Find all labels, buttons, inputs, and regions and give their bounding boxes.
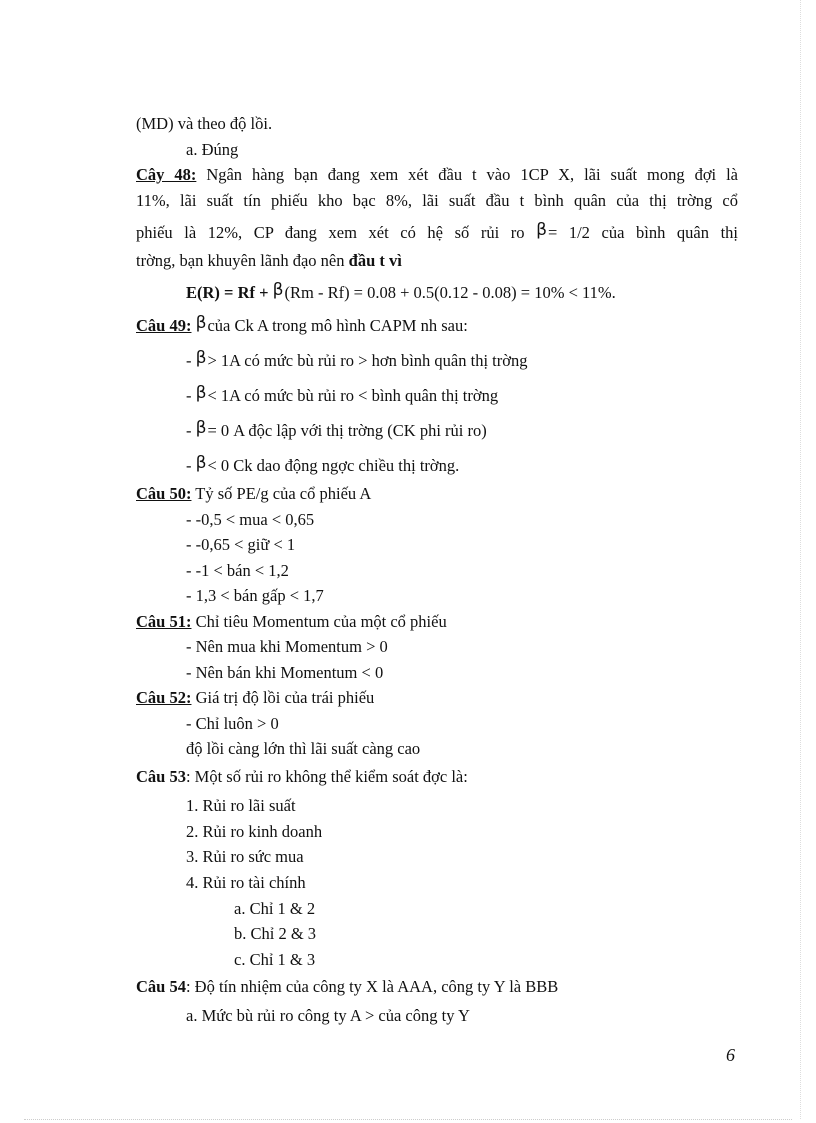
q51-text: Chỉ tiêu Momentum của một cổ phiếu bbox=[195, 612, 447, 631]
list-item: 2. Rủi ro kinh doanh bbox=[186, 822, 323, 841]
q49-text: của Ck A trong mô hình CAPM nh sau: bbox=[207, 316, 468, 335]
list-item: - -0,5 < mua < 0,65 bbox=[186, 510, 315, 529]
option-item: c. Chỉ 1 & 3 bbox=[234, 950, 316, 969]
list-item: 4. Rủi ro tài chính bbox=[186, 873, 306, 892]
beta-symbol: β bbox=[195, 348, 207, 368]
list-item-text: < 1A có mức bù rủi ro < bình quân thị trờng bbox=[207, 386, 499, 405]
option-item: a. Chỉ 1 & 2 bbox=[234, 899, 316, 918]
q48-text-1: Ngân hàng bạn đang xem xét đầu t vào 1CP X, lãi suất mong đợi là bbox=[206, 165, 738, 184]
q52-label: Câu 52: bbox=[136, 688, 192, 707]
q48-formula bbox=[186, 282, 616, 304]
q50-title bbox=[136, 483, 371, 505]
page-number: 6 bbox=[726, 1045, 735, 1065]
q48-label: Cây 48: bbox=[136, 165, 197, 184]
beta-symbol: β bbox=[536, 220, 547, 240]
list-item: - Nên mua khi Momentum > 0 bbox=[186, 637, 388, 656]
list-item: - β> 1A có mức bù rủi ro > hơn bình quân thị trờng bbox=[186, 348, 528, 370]
option-item: b. Chỉ 2 & 3 bbox=[234, 924, 317, 943]
formula-rhs: (Rm - Rf) = 0.08 + 0.5(0.12 - 0.08) = 10% < 11%. bbox=[284, 283, 616, 302]
q52-title bbox=[136, 687, 374, 709]
beta-symbol: β bbox=[195, 313, 207, 333]
q48-line-1 bbox=[136, 164, 738, 186]
list-item-text: > 1A có mức bù rủi ro > hơn bình quân thị trờng bbox=[207, 351, 528, 370]
q51-title bbox=[136, 611, 447, 633]
q48-line-3 bbox=[136, 222, 738, 244]
q54-text: : Độ tín nhiệm của công ty X là AAA, công ty Y là BBB bbox=[185, 977, 559, 996]
q48-line-2: 11%, lãi suất tín phiếu kho bạc 8%, lãi suất đầu t bình quân của thị trờng cổ bbox=[136, 191, 738, 210]
list-item: - -0,65 < giữ < 1 bbox=[186, 535, 296, 554]
list-item: - β< 1A có mức bù rủi ro < bình quân thị trờng bbox=[186, 383, 499, 405]
intro-answer: a. Đúng bbox=[186, 140, 239, 159]
beta-symbol: β bbox=[195, 453, 207, 473]
page-bottom-rule bbox=[24, 1119, 792, 1120]
list-item: - 1,3 < bán gấp < 1,7 bbox=[186, 586, 324, 605]
list-item: - β< 0 Ck dao động ngợc chiều thị trờng. bbox=[186, 453, 460, 475]
list-item-text: = 0 A độc lập với thị trờng (CK phi rủi ro) bbox=[207, 421, 487, 440]
page-edge-rule bbox=[800, 0, 801, 1119]
q48-text-4: trờng, bạn khuyên lãnh đạo nên bbox=[136, 251, 345, 270]
q51-label: Câu 51: bbox=[136, 612, 192, 631]
list-item: - Nên bán khi Momentum < 0 bbox=[186, 663, 384, 682]
q53-text: : Một số rủi ro không thể kiểm soát đợc là: bbox=[185, 767, 468, 786]
intro-line: (MD) và theo độ lồi. bbox=[136, 114, 273, 133]
q52-note: độ lồi càng lớn thì lãi suất càng cao bbox=[186, 739, 421, 758]
q48-text-3a: phiếu là 12%, CP đang xem xét có hệ số rủi ro bbox=[136, 223, 525, 242]
list-item: - -1 < bán < 1,2 bbox=[186, 561, 289, 580]
q50-text: Tỷ số PE/g của cổ phiếu A bbox=[195, 484, 372, 503]
beta-symbol: β bbox=[195, 418, 207, 438]
q49-title bbox=[136, 315, 468, 337]
beta-symbol: β bbox=[272, 280, 284, 300]
q48-text-3b: = 1/2 của bình quân thị bbox=[547, 223, 738, 242]
q48-line-4 bbox=[136, 250, 402, 272]
list-item: - β= 0 A độc lập với thị trờng (CK phi rủi ro) bbox=[186, 418, 487, 440]
q49-label: Câu 49: bbox=[136, 316, 192, 335]
q50-label: Câu 50: bbox=[136, 484, 192, 503]
beta-symbol: β bbox=[195, 383, 207, 403]
q48-advice: đầu t vì bbox=[348, 251, 402, 270]
list-item: 3. Rủi ro sức mua bbox=[186, 847, 304, 866]
list-item-text: < 0 Ck dao động ngợc chiều thị trờng. bbox=[207, 456, 460, 475]
list-item: - Chỉ luôn > 0 bbox=[186, 714, 279, 733]
q54-label: Câu 54 bbox=[136, 977, 186, 996]
list-item: 1. Rủi ro lãi suất bbox=[186, 796, 296, 815]
q54-title bbox=[136, 976, 558, 998]
formula-lhs: E(R) = Rf + bbox=[186, 283, 269, 302]
q53-title bbox=[136, 766, 468, 788]
q54-answer: a. Mức bù rủi ro công ty A > của công ty Y bbox=[186, 1006, 470, 1025]
q52-text: Giá trị độ lồi của trái phiếu bbox=[195, 688, 375, 707]
q53-label: Câu 53 bbox=[136, 767, 186, 786]
